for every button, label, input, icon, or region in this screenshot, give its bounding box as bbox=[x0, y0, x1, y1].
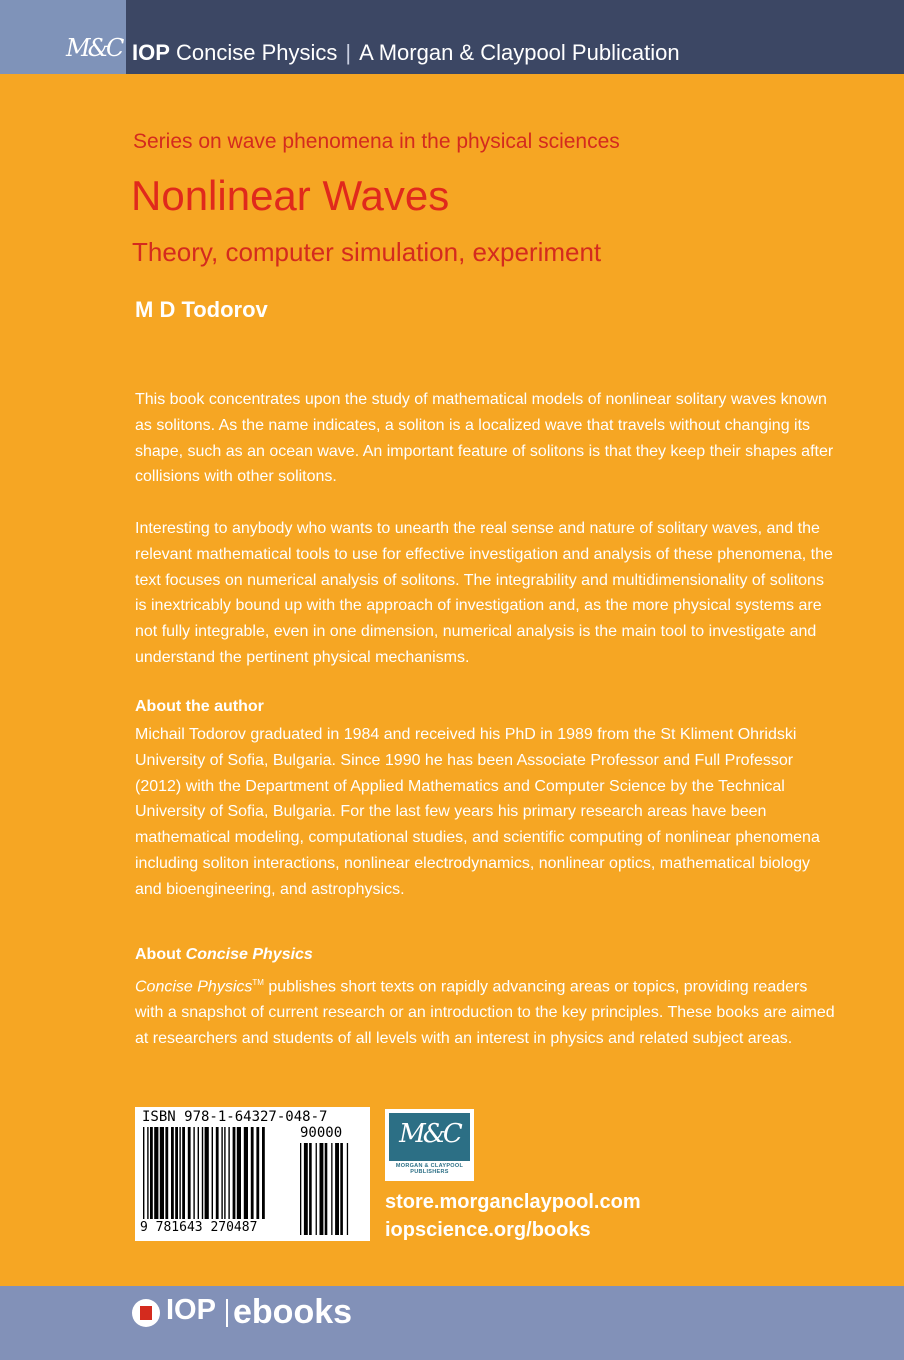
mc-logo-box bbox=[0, 0, 126, 74]
header-separator: | bbox=[345, 40, 352, 65]
description-paragraph-2: Interesting to anybody who wants to unearth the real sense and nature of solitary waves, and the relevant mathematical tools to use for effective investigation and analysis of these phenomena, the text focuses on numerical analysis of solitons. The integrability and multidimensionality of solitons is inextricably bound up with the approach of investigation and, as the more physical systems are not fully integrable, even in one dimension, numerical analysis is the main tool to investigate and understand the pertinent physical mechanisms. bbox=[135, 520, 833, 666]
barcode-isbn: ISBN 978-1-64327-048-7 bbox=[142, 1109, 328, 1125]
footer-ebooks: ebooks bbox=[233, 1293, 353, 1331]
mc-logo-mark: M&C bbox=[66, 34, 122, 62]
header-brand bbox=[132, 40, 680, 66]
header-bar bbox=[0, 0, 904, 74]
brand-concise-physics: Concise Physics bbox=[169, 40, 338, 65]
isbn-barcode bbox=[135, 1107, 370, 1241]
about-series-body: publishes short texts on rapidly advancing areas or topics, providing readers with a snapshot of current research or an introduction to the key principles. These books are aimed at researchers and students of all levels with an interest in physics and related subject areas. bbox=[135, 978, 835, 1047]
publisher-logo bbox=[385, 1109, 474, 1181]
about-series-heading-prefix: About bbox=[135, 946, 186, 963]
footer-iop: IOP bbox=[166, 1294, 216, 1326]
series-name: Series on wave phenomena in the physical sciences bbox=[133, 130, 620, 153]
publisher-logo-mark: M&C bbox=[399, 1119, 460, 1149]
iopscience-url[interactable]: iopscience.org/books bbox=[385, 1219, 591, 1241]
trademark-symbol: TM bbox=[252, 978, 264, 987]
about-author-heading: About the author bbox=[135, 698, 264, 715]
iop-book-icon bbox=[132, 1299, 160, 1327]
book-author: M D Todorov bbox=[135, 297, 268, 322]
footer-separator bbox=[226, 1299, 228, 1327]
barcode-price-code: 90000 bbox=[300, 1125, 343, 1141]
store-url[interactable]: store.morganclaypool.com bbox=[385, 1191, 641, 1213]
about-series-heading bbox=[135, 946, 313, 964]
header-publication: A Morgan & Claypool Publication bbox=[359, 40, 680, 65]
about-series-heading-italic: Concise Physics bbox=[185, 946, 313, 963]
about-author-text: Michail Todorov graduated in 1984 and received his PhD in 1989 from the St Kliment Ohridski University of Sofia, Bulgaria. Since 1990 he has been Associate Professor and Full Professor (2012) with the Department of Applied Mathematics and Computer Science by the Technical University of Sofia, Bulgaria. For the last few years his primary research areas have been mathematical modeling, computational studies, and scientific computing of nonlinear phenomena including soliton interactions, nonlinear electrodynamics, nonlinear optics, mathematical biology and bioengineering, and astrophysics. bbox=[135, 726, 820, 898]
brand-iop: IOP bbox=[132, 40, 170, 65]
about-series-text bbox=[135, 970, 835, 1052]
publisher-logo-name: MORGAN & CLAYPOOL PUBLISHERS bbox=[395, 1163, 464, 1175]
book-subtitle: Theory, computer simulation, experiment bbox=[132, 237, 602, 267]
about-series-lead: Concise Physics bbox=[135, 978, 253, 996]
book-title: Nonlinear Waves bbox=[131, 172, 450, 219]
description-paragraph-1: This book concentrates upon the study of mathematical models of nonlinear solitary waves known as solitons. As the name indicates, a soliton is a localized wave that travels without changing its shape, such as an ocean wave. An important feature of solitons is that they keep their shapes after collisions with other solitons. bbox=[135, 391, 834, 486]
publisher-logo-panel bbox=[389, 1113, 470, 1161]
barcode-digits: 9 781643 270487 bbox=[140, 1220, 258, 1235]
